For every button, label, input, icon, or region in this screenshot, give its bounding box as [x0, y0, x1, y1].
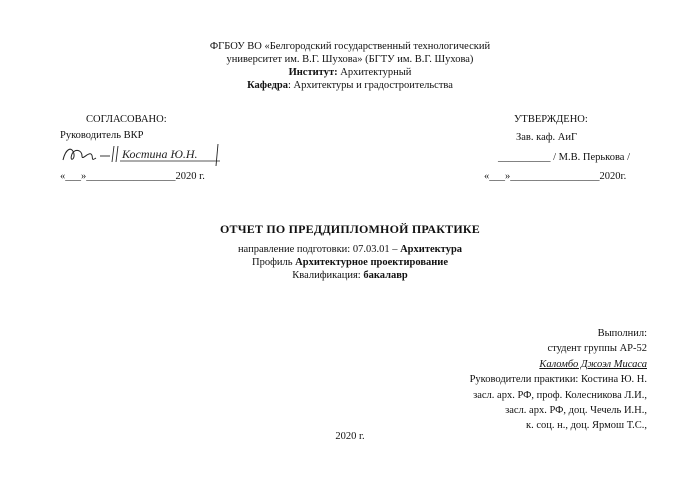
- direction-line: [0, 243, 700, 256]
- supervisors-line-2: засл. арх. РФ, проф. Колесникова Л.И.,: [473, 389, 647, 401]
- institute-value: Архитектурный: [337, 67, 412, 78]
- approved-date-line: «___»_________________2020г.: [484, 171, 627, 182]
- institute-line: [0, 66, 700, 79]
- institute-label: Институт:: [288, 67, 338, 78]
- report-details: [0, 243, 700, 282]
- qualification-line: [0, 269, 700, 282]
- report-title: ОТЧЕТ ПО ПРЕДДИПЛОМНОЙ ПРАКТИКЕ: [219, 222, 480, 236]
- profile-label: Профиль: [251, 257, 296, 268]
- supervisors-line-1: Руководители практики: Костина Ю. Н.: [469, 374, 647, 386]
- approved-heading: УТВЕРЖДЕНО:: [514, 114, 588, 125]
- department-value: : Архитектуры и градостроительства: [288, 80, 453, 91]
- department-line: [0, 79, 700, 92]
- performer-name: Каломбо Джоэл Мисаса: [539, 358, 647, 370]
- profile-value: Архитектурное проектирование: [295, 257, 449, 268]
- qualification-label: Квалификация:: [292, 270, 364, 281]
- direction-label: направление подготовки: 07.03.01 –: [237, 244, 401, 255]
- supervisors-line-3: засл. арх. РФ, доц. Чечель И.Н.,: [505, 405, 647, 417]
- supervisors-line-4: к. соц. н., доц. Ярмош Т.С.,: [525, 420, 647, 432]
- performer-label: Выполнил:: [597, 328, 647, 339]
- approved-signature-line: __________ / М.В. Перькова /: [498, 152, 631, 163]
- profile-line: [0, 256, 700, 269]
- approved-role: Зав. каф. АиГ: [516, 132, 578, 143]
- performer-block: [470, 326, 647, 434]
- handwritten-signature-icon: [60, 140, 230, 170]
- qualification-value: бакалавр: [363, 270, 408, 281]
- university-header: [0, 40, 700, 92]
- supervisor-signature: [60, 140, 230, 175]
- agreed-heading: СОГЛАСОВАНО:: [86, 114, 167, 125]
- signature-name: Костина Ю.Н.: [122, 147, 198, 161]
- agreed-role: Руководитель ВКР: [60, 130, 144, 141]
- direction-value: Архитектура: [400, 244, 463, 255]
- university-line-1: ФГБОУ ВО «Белгородский государственный технологический: [209, 41, 491, 52]
- report-title-block: [0, 222, 700, 237]
- agreed-date-line: «___»_________________2020 г.: [60, 171, 205, 182]
- footer-year: 2020 г.: [335, 431, 365, 442]
- university-line-2: университет им. В.Г. Шухова» (БГТУ им. В.Г. Шухова): [226, 54, 474, 65]
- performer-group: студент группы АР-52: [547, 343, 647, 355]
- department-label: Кафедра: [247, 80, 288, 91]
